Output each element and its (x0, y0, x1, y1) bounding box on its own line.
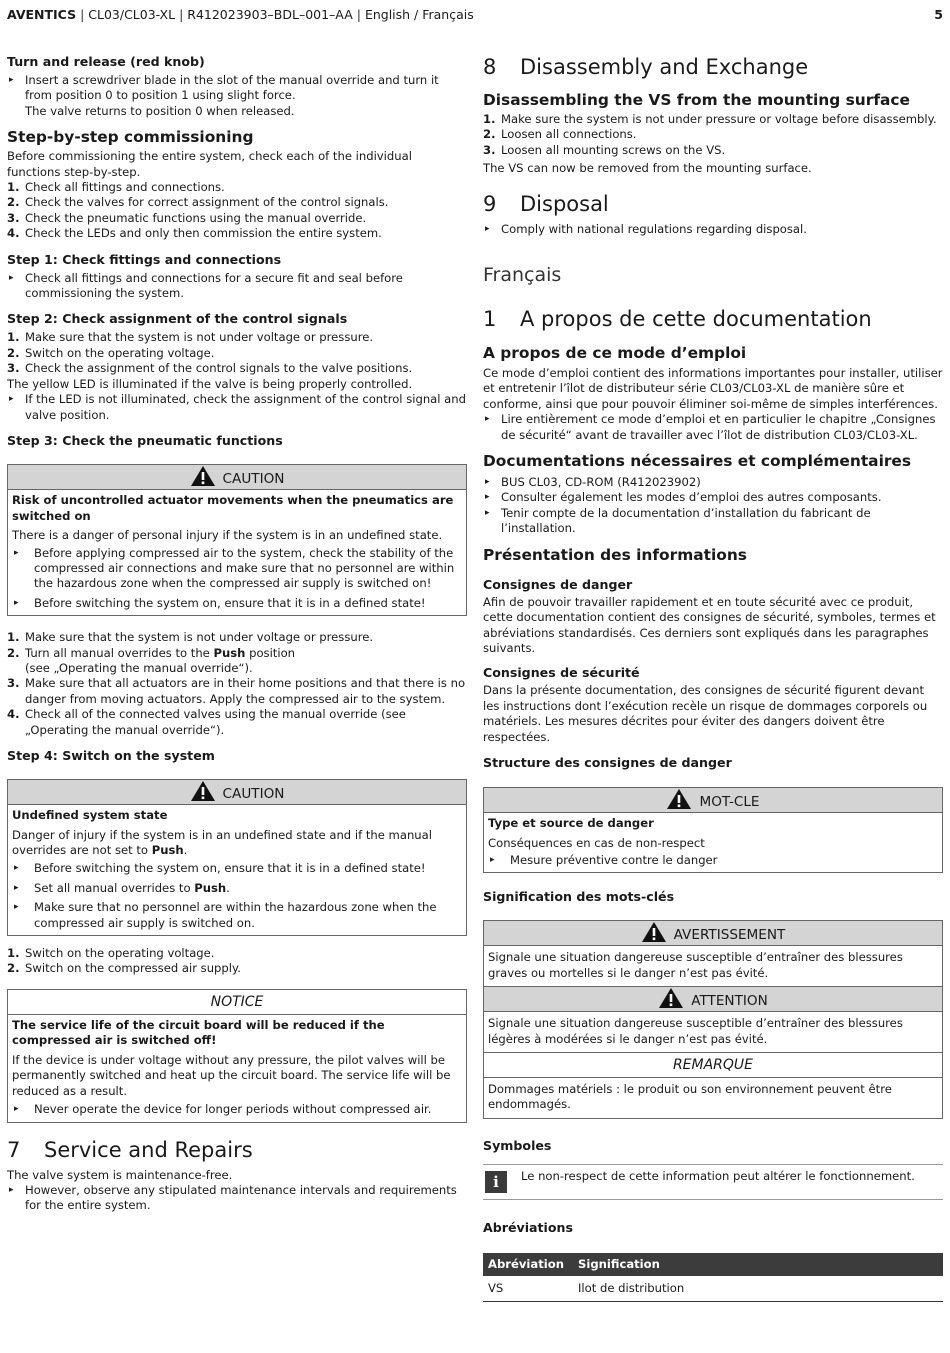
list-item: ▸ Check all fittings and connections for a secure fit and seal before commissioning the system. (7, 271, 467, 302)
table-header-row (483, 1253, 943, 1276)
page-number: 5 (934, 7, 943, 22)
header-doc: CL03/CL03-XL (88, 7, 176, 22)
list-item: 2. Check the valves for correct assignment of the control signals. (7, 195, 389, 210)
danger-text: Afin de pouvoir travailler rapidement et en toute sécurité avec ce produit, cette documentation contient des consignes de sécurité, symboles, termes et abréviations standardisés. Ces derniers sont expliqués dans les paragraphes suivants. (483, 594, 936, 655)
danger-heading: Consignes de danger (483, 576, 633, 592)
header-code: R412023903–BDL–001–AA (187, 7, 353, 22)
warning-icon (641, 921, 667, 951)
list-item: ▸ However, observe any stipulated maintenance intervals and requirements for the entire system. (7, 1183, 467, 1214)
notice-header: NOTICE (8, 990, 466, 1015)
step3-heading: Step 3: Check the pneumatic functions (7, 432, 283, 448)
list-item: ▸ BUS CL03, CD-ROM (R412023902) (483, 475, 943, 490)
turn-release-heading: Turn and release (red knob) (7, 54, 205, 69)
brand-name: AVENTICS (7, 7, 77, 22)
remarque-header: REMARQUE (484, 1052, 942, 1078)
right-column (483, 54, 943, 1302)
list-item: ▸ Insert a screwdriver blade in the slot of the manual override and turn it from position 0 to position 1 using slight force. The valve returns to position 0 when released. (7, 73, 467, 119)
commissioning-intro: Before commissioning the entire system, check each of the individual functions step-by-step. (7, 149, 412, 179)
fr-subheading: Présentation des informations (483, 545, 747, 564)
header-lang: English / Français (364, 7, 474, 22)
table-cell: Ilot de distribution (573, 1276, 943, 1302)
section-8-text: The VS can now be removed from the mounting surface. (483, 161, 812, 176)
caution-title: Undefined system state (12, 807, 168, 822)
left-column (7, 54, 467, 1214)
list-item: ▸ Before applying compressed air to the system, check the stability of the compressed air connections and make sure that no personnel are within the hazardous zone when the compressed air supply is switched on! (12, 546, 462, 592)
page-header (7, 7, 943, 27)
list-item: 1. Make sure that the system is not under voltage or pressure. (7, 630, 374, 645)
notice-text: If the device is under voltage without any pressure, the pilot valves will be permanently switched and heat up the circuit board. The service life will be reduced as a result. (12, 1053, 451, 1098)
header-left: AVENTICS | CL03/CL03-XL | R412023903–BDL–001–AA | English / Français (7, 7, 474, 22)
motcle-box (483, 787, 943, 873)
warning-icon (666, 788, 692, 818)
list-item: ▸ Mesure préventive contre le danger (488, 853, 938, 868)
list-item: 2. Loosen all connections. (483, 127, 637, 142)
list-item: ▸ Make sure that no personnel are within the hazardous zone when the compressed air supply is switched on. (12, 900, 462, 931)
structure-heading: Structure des consignes de danger (483, 754, 732, 770)
list-item: 2. Turn all manual overrides to the Push position (see „Operating the manual override“). (7, 645, 296, 675)
list-item: ▸ Before switching the system on, ensure that it is in a defined state! (12, 596, 462, 611)
signif-heading: Signification des mots-clés (483, 889, 675, 905)
avertissement-text: Signale une situation dangereuse susceptible d’entraîner des blessures graves ou mortelles si le danger n’est pas évité. (488, 950, 903, 980)
step4-heading: Step 4: Switch on the system (7, 747, 215, 763)
list-item: 1. Check all fittings and connections. (7, 180, 225, 195)
list-item: ▸ Set all manual overrides to Push. (12, 881, 462, 896)
section-7-heading: 7 Service and Repairs (7, 1137, 253, 1162)
avertissement-header: AVERTISSEMENT (484, 921, 942, 946)
list-item: 4. Check the LEDs and only then commission the entire system. (7, 226, 382, 241)
fr-subheading: A propos de ce mode d’emploi (483, 344, 747, 363)
list-item: 2. Switch on the operating voltage. (7, 345, 215, 360)
column-header: Signification (573, 1253, 943, 1276)
notice-title: The service life of the circuit board will be reduced if the compressed air is switched off! (12, 1017, 385, 1048)
attention-text: Signale une situation dangereuse susceptible d’entraîner des blessures légères à modérées si le danger n’est pas évité. (488, 1016, 903, 1046)
list-item: ▸ Lire entièrement ce mode d’emploi et en particulier le chapitre „Consignes de sécurité“ avant de travailler avec l’îlot de distribution CL03/CL03-XL. (483, 412, 943, 443)
list-item: ▸ Never operate the device for longer periods without compressed air. (12, 1102, 462, 1117)
section-7-text: The valve system is maintenance-free. (7, 1167, 233, 1182)
list-item: 3. Check the pneumatic functions using the manual override. (7, 210, 367, 225)
abbr-heading: Abréviations (483, 1219, 573, 1235)
step2-heading: Step 2: Check assignment of the control signals (7, 311, 348, 327)
commissioning-heading: Step-by-step commissioning (7, 128, 254, 147)
list-item: ▸ If the LED is not illuminated, check the assignment of the control signal and valve position. (7, 392, 467, 423)
column-header: Abréviation (483, 1253, 573, 1276)
warning-icon (190, 780, 216, 810)
signal-words-box (483, 920, 943, 1118)
attention-header: ATTENTION (484, 986, 942, 1012)
symbol-text: Le non-respect de cette information peut altérer le fonctionnement. (521, 1168, 915, 1183)
symboles-heading: Symboles (483, 1137, 552, 1153)
list-item: 2. Switch on the compressed air supply. (7, 961, 241, 976)
list-item: ▸ Tenir compte de la documentation d’installation du fabricant de l’installation. (483, 506, 943, 537)
section-8-heading: 8 Disassembly and Exchange (483, 55, 809, 79)
remarque-text: Dommages matériels : le produit ou son environnement peuvent être endommagés. (488, 1081, 892, 1112)
warning-icon (190, 465, 216, 495)
symbol-row (483, 1164, 943, 1200)
list-item: 1. Switch on the operating voltage. (7, 946, 215, 960)
motcle-title: Type et source de danger (488, 815, 654, 830)
section-9-heading: 9 Disposal (483, 191, 609, 216)
fr-text: Ce mode d’emploi contient des informations importantes pour installer, utiliser et entretenir l’îlot de distributeur série CL03/CL03-XL de manière sûre et conforme, ainsi que pour pouvoir éliminer soi-même de simples interférences. (483, 366, 943, 411)
section-8-subheading: Disassembling the VS from the mounting surface (483, 91, 910, 109)
list-item: 3. Check the assignment of the control signals to the valve positions. (7, 361, 413, 376)
step1-heading: Step 1: Check fittings and connections (7, 251, 282, 267)
caution-text: There is a danger of personal injury if the system is in an undefined state. (12, 528, 443, 543)
abbr-table (483, 1253, 943, 1302)
list-item: ▸ Comply with national regulations regarding disposal. (483, 222, 943, 237)
step2-text: The yellow LED is illuminated if the valve is being properly controlled. (7, 376, 413, 391)
list-item: 4. Check all of the connected valves using the manual override (see „Operating the manual override“). (7, 707, 406, 737)
safety-text: Dans la présente documentation, des consignes de sécurité figurent devant les instructions dont l’exécution recèle un risque de dommages corporels ou matériels. Les mesures décrites pour éviter des dangers doivent être respectées. (483, 683, 928, 744)
list-item: 1. Make sure the system is not under pressure or voltage before disassembly. (483, 112, 937, 126)
list-item: 3. Make sure that all actuators are in their home positions and that there is no danger from moving actuators. Apply the compressed air to the system. (7, 676, 466, 706)
caution-text: Danger of injury if the system is in an undefined state and if the manual overrides are not set to Push. (12, 827, 432, 857)
caution-header: CAUTION (8, 780, 466, 805)
caution-box (7, 779, 467, 936)
fr-section-1-heading: 1 A propos de cette documentation (483, 307, 872, 332)
table-row (483, 1276, 943, 1302)
warning-icon (658, 987, 684, 1017)
language-heading: Français (483, 264, 562, 287)
info-icon: i (485, 1171, 507, 1193)
notice-box (7, 989, 467, 1123)
motcle-text: Conséquences en cas de non-respect (488, 835, 705, 850)
list-item: 3. Loosen all mounting screws on the VS. (483, 142, 726, 157)
caution-title: Risk of uncontrolled actuator movements when the pneumatics are switched on (12, 492, 454, 523)
motcle-header: MOT-CLE (484, 788, 942, 813)
list-item: ▸ Consulter également les modes d’emploi des autres composants. (483, 490, 943, 505)
caution-box (7, 464, 467, 616)
list-item: 1. Make sure that the system is not under voltage or pressure. (7, 330, 374, 345)
list-item: ▸ Before switching the system on, ensure that it is in a defined state! (12, 861, 462, 876)
safety-heading: Consignes de sécurité (483, 665, 640, 681)
caution-header: CAUTION (8, 465, 466, 490)
table-cell: VS (483, 1276, 573, 1302)
fr-subheading: Documentations nécessaires et complémentaires (483, 452, 912, 471)
